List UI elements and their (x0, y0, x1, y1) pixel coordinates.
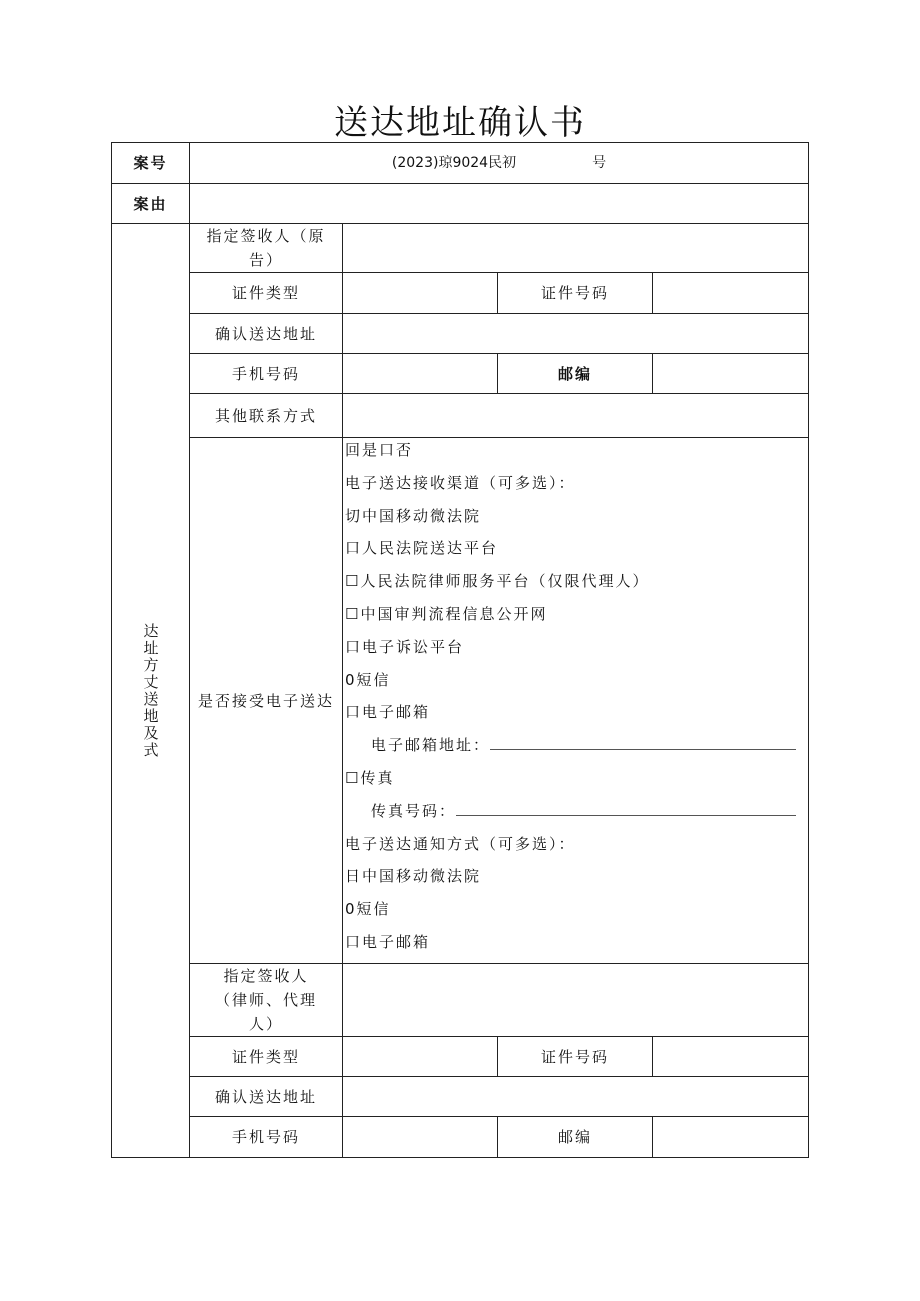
notice-mobile-court-checkbox[interactable]: 日中国移动微法院 (345, 867, 482, 886)
agent-id-type-field[interactable] (343, 1037, 498, 1077)
agent-postcode-field[interactable] (653, 1117, 809, 1158)
channel-lawyer-platform-checkbox[interactable]: ☐人民法院律师服务平台（仅限代理人） (345, 572, 650, 591)
plaintiff-other-contact-label: 其他联系方式 (190, 394, 343, 438)
channel-court-platform-checkbox[interactable]: 口人民法院送达平台 (345, 539, 499, 558)
plaintiff-address-field[interactable] (343, 314, 809, 354)
email-address-row (345, 733, 804, 766)
fax-number-input[interactable] (456, 799, 796, 816)
case-number-value[interactable] (190, 143, 809, 184)
plaintiff-id-type-label: 证件类型 (190, 273, 343, 314)
notice-email-checkbox[interactable]: 口电子邮箱 (345, 932, 431, 951)
channel-email-checkbox[interactable]: 口电子邮箱 (345, 703, 431, 722)
channel-fax-checkbox[interactable]: ☐传真 (345, 768, 395, 787)
plaintiff-phone-label: 手机号码 (190, 354, 343, 394)
plaintiff-id-number-label: 证件号码 (498, 273, 653, 314)
plaintiff-id-type-field[interactable] (343, 273, 498, 314)
agent-phone-label: 手机号码 (190, 1117, 343, 1158)
channel-e-litigation-checkbox[interactable]: 口电子诉讼平台 (345, 637, 465, 656)
agent-address-label: 确认送达地址 (190, 1077, 343, 1117)
agent-address-field[interactable] (343, 1077, 809, 1117)
fax-number-label: 传真号码： (371, 801, 457, 820)
plaintiff-signee-label: 指定签收人（原告） (190, 224, 343, 273)
page-title: 送达地址确认书 (334, 103, 586, 143)
electronic-delivery-options (343, 438, 809, 964)
plaintiff-postcode-label: 邮编 (498, 354, 653, 394)
agent-signee-field[interactable] (343, 964, 809, 1037)
electronic-delivery-label: 是否接受电子送达 (190, 438, 343, 964)
delivery-section-label: 达址方丈送地及式 (112, 224, 190, 1158)
plaintiff-phone-field[interactable] (343, 354, 498, 394)
channel-sms-checkbox[interactable]: 0短信 (345, 670, 391, 689)
case-number-label: 案号 (112, 143, 190, 184)
agent-postcode-label: 邮编 (498, 1117, 653, 1158)
email-address-input[interactable] (490, 733, 796, 750)
notice-methods-heading: 电子送达通知方式（可多选）： (345, 834, 576, 853)
channel-mobile-court-checkbox[interactable]: 切中国移动微法院 (345, 506, 482, 525)
delivery-address-form (111, 142, 809, 1158)
agent-phone-field[interactable] (343, 1117, 498, 1158)
notice-sms-checkbox[interactable]: 0短信 (345, 900, 391, 919)
agent-id-number-label: 证件号码 (498, 1037, 653, 1077)
accept-electronic-checkbox[interactable]: 回是口否 (345, 441, 414, 459)
case-number-prefix: (2023)琼9024民初 (391, 155, 517, 171)
agent-id-type-label: 证件类型 (190, 1037, 343, 1077)
plaintiff-id-number-field[interactable] (653, 273, 809, 314)
case-cause-label: 案由 (112, 184, 190, 224)
email-address-label: 电子邮箱地址： (371, 736, 491, 755)
channel-trial-info-checkbox[interactable]: ☐中国审判流程信息公开网 (345, 604, 548, 623)
plaintiff-postcode-field[interactable] (653, 354, 809, 394)
case-number-suffix: 号 (592, 155, 607, 171)
plaintiff-signee-field[interactable] (343, 224, 809, 273)
receive-channels-heading: 电子送达接收渠道（可多选）： (345, 473, 576, 492)
agent-id-number-field[interactable] (653, 1037, 809, 1077)
fax-number-row (345, 799, 804, 832)
plaintiff-address-label: 确认送达地址 (190, 314, 343, 354)
agent-signee-label: 指定签收人（律师、代理人） (190, 964, 343, 1037)
case-cause-field[interactable] (190, 184, 809, 224)
plaintiff-other-contact-field[interactable] (343, 394, 809, 438)
